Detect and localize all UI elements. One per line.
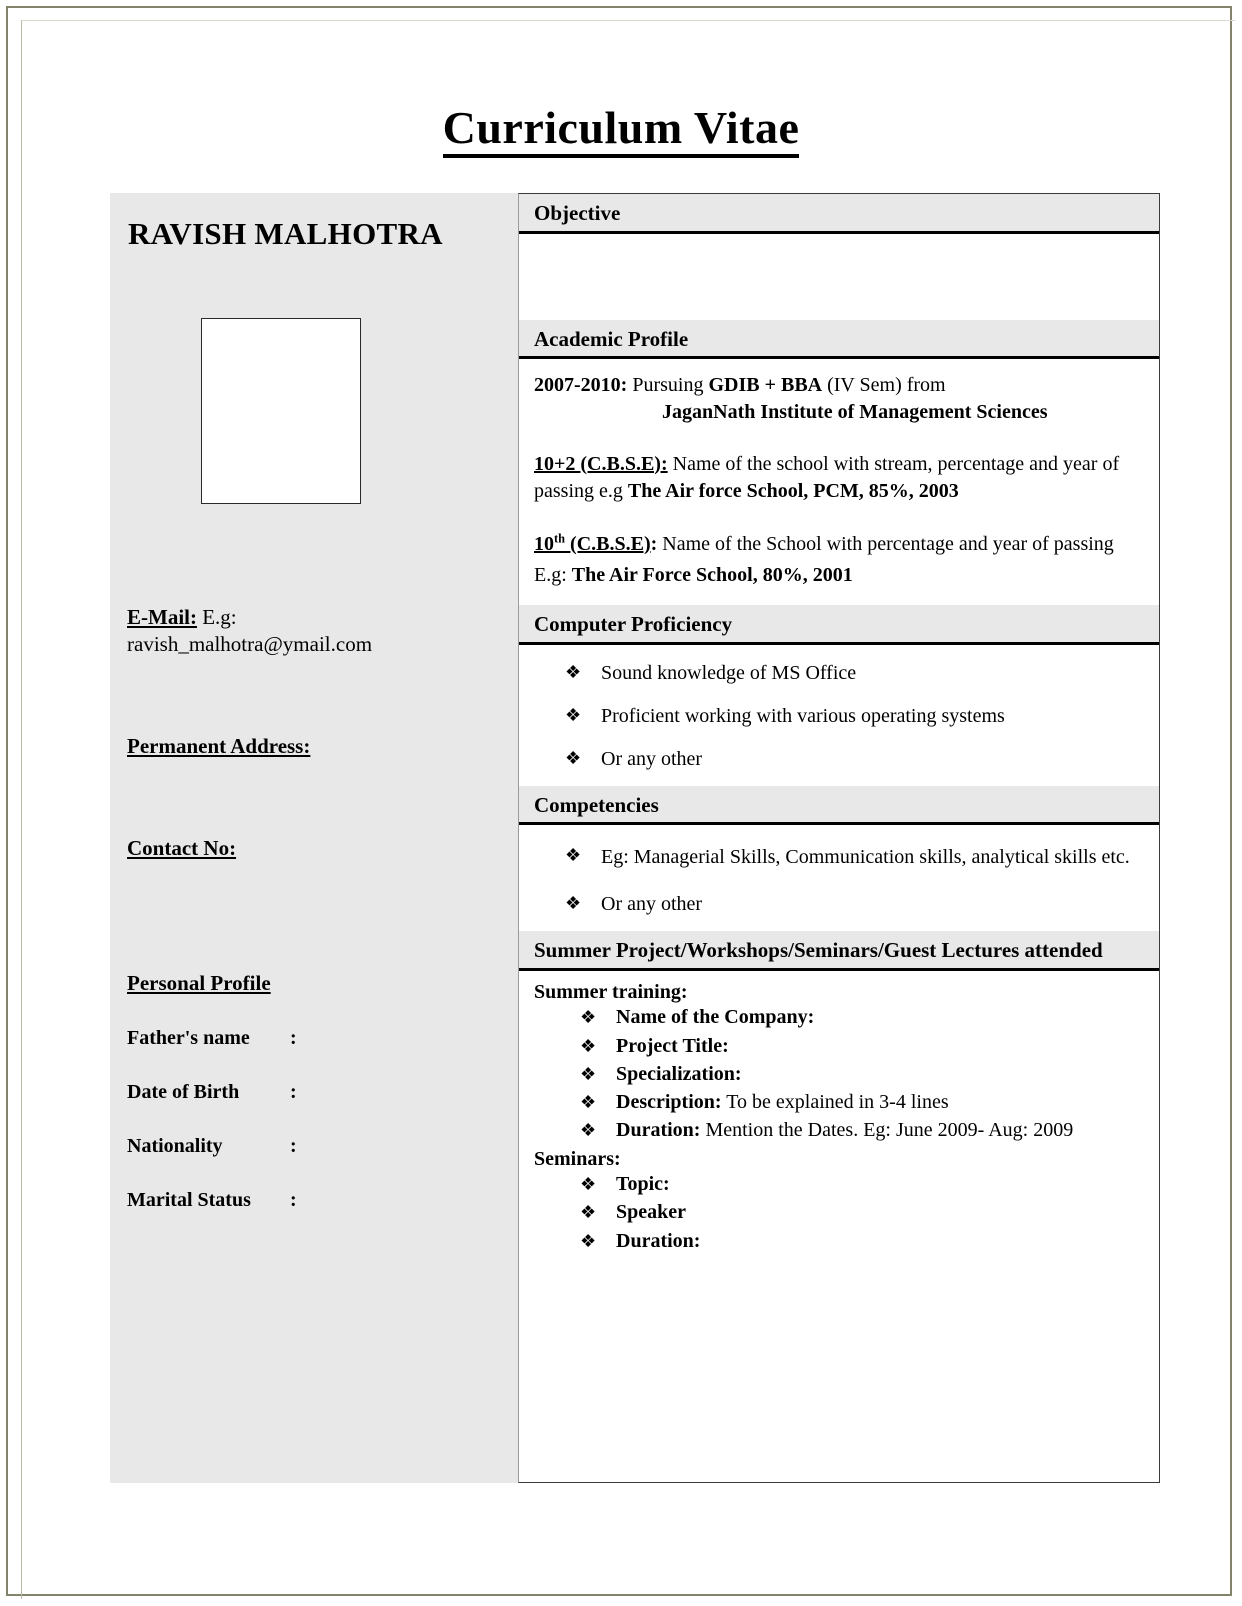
left-sidebar xyxy=(110,193,518,1483)
profile-label-date-of-birth: Date of Birth xyxy=(127,1080,240,1103)
email-block xyxy=(127,604,500,658)
section-header-academic-profile: Academic Profile xyxy=(519,320,1159,360)
list-item xyxy=(580,1199,1145,1226)
list-item xyxy=(565,659,1159,687)
diamond-bullet-icon: ❖ xyxy=(565,661,582,682)
profile-colon-fathers-name: : xyxy=(290,1026,297,1049)
list-item-value: To be explained in 3-4 lines xyxy=(726,1090,949,1113)
list-item xyxy=(580,1004,1145,1031)
graduation-pursuing: Pursuing xyxy=(632,374,704,397)
list-item xyxy=(580,1117,1145,1144)
diamond-bullet-icon: ❖ xyxy=(565,704,582,725)
graduation-line-1 xyxy=(534,372,1145,399)
entry-10th-description: Name of the School with percentage and year of passing E.g: xyxy=(534,532,1114,586)
list-item-text: Sound knowledge of MS Office xyxy=(601,661,857,684)
education-entry-10th xyxy=(534,529,1145,591)
profile-colon-nationality: : xyxy=(290,1134,297,1157)
email-line xyxy=(127,604,500,631)
graduation-years: 2007-2010: xyxy=(534,374,628,397)
list-item xyxy=(565,745,1159,773)
diamond-bullet-icon: ❖ xyxy=(565,893,582,914)
list-item-text: Or any other xyxy=(601,893,703,916)
profile-colon-marital-status: : xyxy=(290,1188,297,1211)
entry-10th-example: The Air Force School, 80%, 2001 xyxy=(571,563,853,586)
academic-bottom-spacer xyxy=(534,591,1145,605)
list-item-label: Name of the Company: xyxy=(616,1006,815,1029)
page-title-text: Curriculum Vitae xyxy=(443,104,800,158)
seminars-list xyxy=(534,1171,1145,1255)
email-label: E-Mail: xyxy=(127,605,197,630)
section-header-computer-proficiency: Computer Proficiency xyxy=(519,605,1159,645)
list-item-value: Mention the Dates. Eg: June 2009- Aug: 2009 xyxy=(705,1119,1074,1142)
list-item-label: Topic: xyxy=(616,1173,670,1196)
profile-row-date-of-birth xyxy=(127,1081,500,1104)
profile-row-marital-status xyxy=(127,1189,500,1212)
section-body-academic-profile xyxy=(519,372,1159,605)
entry-10th-board: (C.B.S.E) xyxy=(570,532,651,555)
entry-10th-superscript: th xyxy=(554,531,566,546)
summer-training-heading: Summer training: xyxy=(534,981,688,1004)
photo-placeholder xyxy=(201,318,361,504)
list-item-text: Eg: Managerial Skills, Communication skills, analytical skills etc. xyxy=(601,846,1130,869)
profile-label-marital-status: Marital Status xyxy=(127,1188,251,1211)
contact-no-label: Contact No: xyxy=(127,835,237,860)
diamond-bullet-icon: ❖ xyxy=(580,1120,597,1141)
section-body-objective xyxy=(519,234,1159,320)
personal-profile-block xyxy=(127,971,500,1212)
entry-12th-example: The Air force School, PCM, 85%, 2003 xyxy=(627,479,959,502)
entry-10th-label xyxy=(534,533,651,555)
seminars-heading: Seminars: xyxy=(534,1148,621,1171)
permanent-address-label: Permanent Address: xyxy=(127,733,311,758)
list-item-label: Duration: xyxy=(616,1229,701,1252)
graduation-institute: JaganNath Institute of Management Sciences xyxy=(662,401,1048,424)
entry-12th-label: 10+2 (C.B.S.E): xyxy=(534,452,668,475)
profile-row-fathers-name xyxy=(127,1027,500,1050)
profile-label-fathers-name: Father's name xyxy=(127,1026,250,1049)
diamond-bullet-icon: ❖ xyxy=(580,1202,597,1223)
list-item-label: Project Title: xyxy=(616,1034,729,1057)
graduation-degree: GDIB + BBA xyxy=(708,374,823,397)
profile-label-nationality: Nationality xyxy=(127,1134,223,1157)
entry-12th-description: Name of the school with stream, percentage and year of passing e.g xyxy=(534,452,1120,502)
education-entry-12th xyxy=(534,451,1145,505)
personal-profile-heading: Personal Profile xyxy=(127,970,271,995)
diamond-bullet-icon: ❖ xyxy=(580,1063,597,1084)
email-address: ravish_malhotra@ymail.com xyxy=(127,631,373,656)
competencies-list xyxy=(519,839,1159,918)
section-header-summer-project: Summer Project/Workshops/Seminars/Guest Lectures attended xyxy=(519,931,1159,972)
entry-10th-number: 10 xyxy=(534,532,554,555)
education-entry-graduation xyxy=(534,372,1145,426)
computer-proficiency-list xyxy=(519,659,1159,774)
candidate-name: RAVISH MALHOTRA xyxy=(128,216,443,251)
section-body-summer-project xyxy=(519,971,1159,1255)
profile-row-nationality xyxy=(127,1135,500,1158)
list-item xyxy=(565,702,1159,730)
list-item-label: Specialization: xyxy=(616,1062,742,1085)
list-item xyxy=(580,1089,1145,1116)
right-content-column xyxy=(518,193,1160,1483)
section-header-objective: Objective xyxy=(519,194,1159,234)
entry-10th-line xyxy=(534,529,1145,591)
contact-no-block xyxy=(127,836,500,861)
list-item xyxy=(565,890,1147,918)
list-item xyxy=(580,1228,1145,1255)
list-item-label: Description: xyxy=(616,1090,722,1113)
list-item-label: Speaker xyxy=(616,1201,686,1224)
graduation-semester: (IV Sem) from xyxy=(827,374,946,397)
entry-12th-line xyxy=(534,451,1145,505)
cv-body xyxy=(110,193,1160,1483)
list-item xyxy=(580,1061,1145,1088)
list-item xyxy=(565,839,1147,875)
diamond-bullet-icon: ❖ xyxy=(580,1035,597,1056)
diamond-bullet-icon: ❖ xyxy=(580,1174,597,1195)
permanent-address-block xyxy=(127,734,500,759)
entry-10th-colon: : xyxy=(650,532,658,555)
summer-training-list xyxy=(534,1004,1145,1144)
list-item-text: Proficient working with various operating systems xyxy=(601,704,1005,727)
list-item xyxy=(580,1033,1145,1060)
list-item-label: Duration: xyxy=(616,1119,701,1142)
profile-colon-date-of-birth: : xyxy=(290,1080,297,1103)
list-item xyxy=(580,1171,1145,1198)
email-prefix: E.g: xyxy=(202,605,237,630)
diamond-bullet-icon: ❖ xyxy=(580,1007,597,1028)
page-title xyxy=(0,104,1242,158)
section-header-competencies: Competencies xyxy=(519,786,1159,826)
list-item-text: Or any other xyxy=(601,748,703,771)
diamond-bullet-icon: ❖ xyxy=(565,748,582,769)
diamond-bullet-icon: ❖ xyxy=(580,1091,597,1112)
diamond-bullet-icon: ❖ xyxy=(580,1230,597,1251)
diamond-bullet-icon: ❖ xyxy=(565,845,582,866)
